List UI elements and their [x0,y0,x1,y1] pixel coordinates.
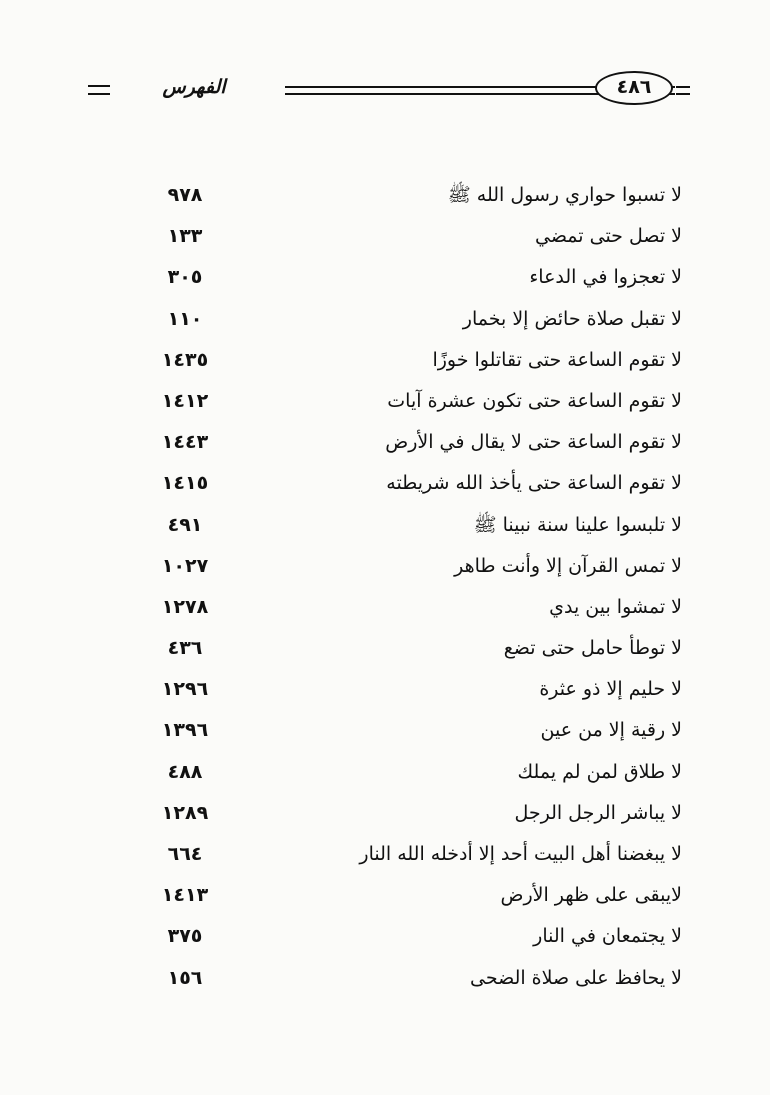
entry-text: لا رقية إلا من عين [540,719,682,742]
entry-page: ١٣٩٦ [161,719,209,742]
entry-text: لا تلبسوا علينا سنة نبينا ﷺ [473,513,682,536]
index-entry [140,876,690,917]
header-rule [676,86,690,88]
entry-page: ١٤١٣ [161,884,209,907]
index-entry [140,258,690,299]
index-entry [140,917,690,958]
index-entry [140,835,690,876]
index-list [140,176,690,1000]
entry-text: لا تعجزوا في الدعاء [529,266,682,289]
index-entry [140,300,690,341]
index-entry [140,464,690,505]
index-entry [140,547,690,588]
entry-page: ١٢٧٨ [161,595,209,618]
index-entry [140,794,690,835]
entry-page: ١٤٣٥ [161,348,209,371]
entry-text: لا يحافظ على صلاة الضحى [470,966,682,989]
index-entry [140,711,690,752]
entry-page: ٤٨٨ [167,760,203,783]
index-entry [140,423,690,464]
entry-page: ١٤٤٣ [161,431,209,454]
entry-page: ٦٦٤ [167,843,203,865]
entry-text: لا حليم إلا ذو عثرة [539,678,682,701]
index-entry [140,341,690,382]
header-ornament-dash [88,93,110,95]
index-entry [140,217,690,258]
header-rule [676,93,690,95]
page-number: ٤٨٦ [595,71,673,105]
index-entry [140,629,690,670]
entry-text: لا تمس القرآن إلا وأنت طاهر [454,554,682,577]
entry-text: لايبقى على ظهر الأرض [500,884,682,907]
entry-text: لا تصل حتى تمضي [534,225,682,248]
entry-text: لا توطأ حامل حتى تضع [503,637,682,660]
index-entry [140,959,690,1000]
entry-page: ٩٧٨ [167,184,203,206]
entry-page: ١٣٣ [167,225,203,248]
entry-text: لا يجتمعان في النار [533,925,682,948]
entry-page: ١٤١٢ [161,389,209,412]
entry-text: لا تسبوا حواري رسول الله ﷺ [447,184,682,206]
entry-page: ٤٩١ [167,513,203,536]
index-entry [140,588,690,629]
header-title: الفهرس [162,76,226,98]
entry-text: لا طلاق لمن لم يملك [517,760,682,783]
entry-page: ٤٣٦ [167,637,203,660]
entry-page: ١١٠ [167,307,203,330]
index-entry [140,382,690,423]
entry-page: ٣٠٥ [167,266,203,289]
index-entry [140,753,690,794]
entry-text: لا يبغضنا أهل البيت أحد إلا أدخله الله النار [359,843,682,865]
entry-text: لا تقوم الساعة حتى تقاتلوا خوزًا [432,348,682,371]
entry-page: ١٢٨٩ [161,801,209,824]
entry-page: ١٢٩٦ [161,678,209,701]
entry-text: لا تقوم الساعة حتى يأخذ الله شريطته [386,472,682,495]
entry-text: لا تقبل صلاة حائض إلا بخمار [462,307,682,330]
entry-text: لا تقوم الساعة حتى لا يقال في الأرض [385,431,682,454]
entry-page: ١٠٢٧ [161,554,209,577]
header-ornament-dash [88,85,110,87]
entry-text: لا يباشر الرجل الرجل [514,801,682,824]
entry-page: ٣٧٥ [167,925,203,948]
index-entry [140,670,690,711]
entry-page: ١٥٦ [167,966,203,989]
index-entry [140,176,690,217]
entry-text: لا تقوم الساعة حتى تكون عشرة آيات [387,389,682,412]
entry-text: لا تمشوا بين يدي [549,595,682,618]
running-header [80,60,690,122]
entry-page: ١٤١٥ [161,472,209,495]
index-entry [140,506,690,547]
